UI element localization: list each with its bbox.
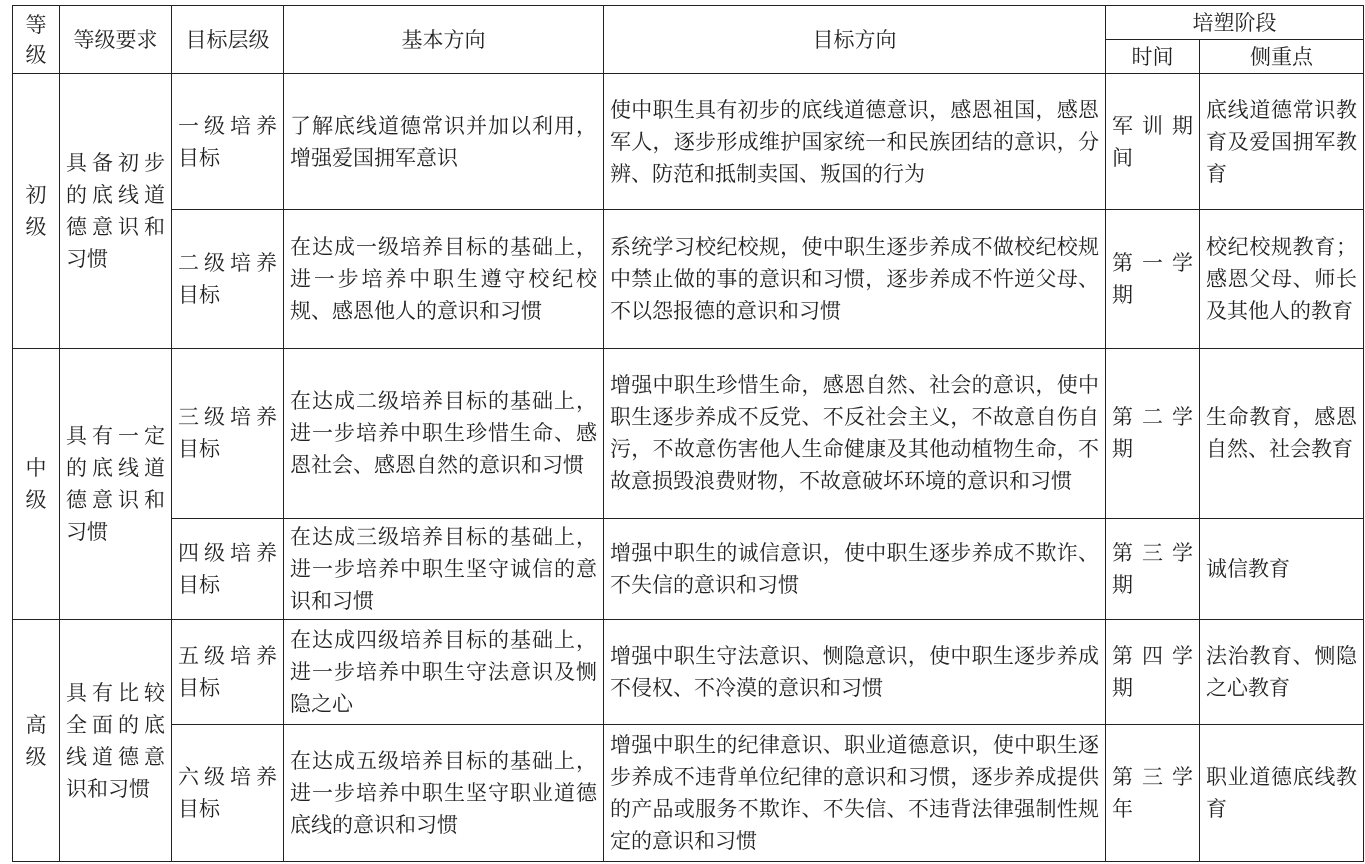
level-cell: 初级 — [13, 74, 60, 349]
header-row — [13, 6, 1364, 40]
target-direction-cell: 使中职生具有初步的底线道德意识，感恩祖国，感恩军人，逐步形成维护国家统一和民族团结的意识，分辨、防范和抵制卖国、叛国的行为 — [604, 74, 1106, 210]
header-target-direction: 目标方向 — [604, 6, 1106, 74]
basic-direction-cell: 在达成二级培养目标的基础上，进一步培养中职生珍惜生命、感恩社会、感恩自然的意识和习惯 — [284, 348, 604, 518]
basic-direction-cell: 在达成一级培养目标的基础上，进一步培养中职生遵守校纪校规、感恩他人的意识和习惯 — [284, 210, 604, 348]
table-row — [13, 724, 1364, 861]
focus-cell: 底线道德常识教育及爱国拥军教育 — [1200, 74, 1364, 210]
table-row — [13, 620, 1364, 724]
target-level-cell: 五级培养目标 — [172, 620, 284, 724]
focus-cell: 职业道德底线教育 — [1200, 724, 1364, 861]
target-level-cell: 二级培养目标 — [172, 210, 284, 348]
table-row — [13, 74, 1364, 210]
time-cell: 第三学年 — [1106, 724, 1200, 861]
basic-direction-cell: 在达成五级培养目标的基础上，进一步培养中职生坚守职业道德底线的意识和习惯 — [284, 724, 604, 861]
basic-direction-cell: 在达成三级培养目标的基础上，进一步培养中职生坚守诚信的意识和习惯 — [284, 519, 604, 620]
target-level-cell: 三级培养目标 — [172, 348, 284, 518]
table-row — [13, 519, 1364, 620]
moral-training-table — [12, 5, 1364, 862]
time-cell: 第三学期 — [1106, 519, 1200, 620]
requirement-cell: 具有一定的底线道德意识和习惯 — [60, 348, 172, 620]
target-direction-cell: 增强中职生的诚信意识，使中职生逐步养成不欺诈、不失信的意识和习惯 — [604, 519, 1106, 620]
time-cell: 军训期间 — [1106, 74, 1200, 210]
focus-cell: 诚信教育 — [1200, 519, 1364, 620]
requirement-cell: 具有比较全面的底线道德意识和习惯 — [60, 620, 172, 862]
header-time: 时间 — [1106, 40, 1200, 74]
requirement-cell: 具备初步的底线道德意识和习惯 — [60, 74, 172, 349]
basic-direction-cell: 了解底线道德常识并加以利用，增强爱国拥军意识 — [284, 74, 604, 210]
header-level: 等级 — [13, 6, 60, 74]
time-cell: 第一学期 — [1106, 210, 1200, 348]
table-row — [13, 348, 1364, 518]
target-direction-cell: 系统学习校纪校规，使中职生逐步养成不做校纪校规中禁止做的事的意识和习惯，逐步养成不忤逆父母、不以怨报德的意识和习惯 — [604, 210, 1106, 348]
level-cell: 高级 — [13, 620, 60, 862]
target-level-cell: 六级培养目标 — [172, 724, 284, 861]
time-cell: 第四学期 — [1106, 620, 1200, 724]
header-basic-direction: 基本方向 — [284, 6, 604, 74]
target-level-cell: 四级培养目标 — [172, 519, 284, 620]
basic-direction-cell: 在达成四级培养目标的基础上，进一步培养中职生守法意识及恻隐之心 — [284, 620, 604, 724]
header-stage: 培塑阶段 — [1106, 6, 1364, 40]
focus-cell: 法治教育、恻隐之心教育 — [1200, 620, 1364, 724]
time-cell: 第二学期 — [1106, 348, 1200, 518]
focus-cell: 校纪校规教育；感恩父母、师长及其他人的教育 — [1200, 210, 1364, 348]
target-direction-cell: 增强中职生的纪律意识、职业道德意识，使中职生逐步养成不违背单位纪律的意识和习惯，逐步养成提供的产品或服务不欺诈、不失信、不违背法律强制性规定的意识和习惯 — [604, 724, 1106, 861]
table-row — [13, 210, 1364, 348]
header-focus: 侧重点 — [1200, 40, 1364, 74]
header-target-level: 目标层级 — [172, 6, 284, 74]
focus-cell: 生命教育，感恩自然、社会教育 — [1200, 348, 1364, 518]
header-requirement: 等级要求 — [60, 6, 172, 74]
level-cell: 中级 — [13, 348, 60, 620]
target-direction-cell: 增强中职生守法意识、恻隐意识，使中职生逐步养成不侵权、不冷漠的意识和习惯 — [604, 620, 1106, 724]
target-direction-cell: 增强中职生珍惜生命，感恩自然、社会的意识，使中职生逐步养成不反党、不反社会主义，不故意自伤自污，不故意伤害他人生命健康及其他动植物生命，不故意损毁浪费财物，不故意破坏环境的意识和习惯 — [604, 348, 1106, 518]
target-level-cell: 一级培养目标 — [172, 74, 284, 210]
